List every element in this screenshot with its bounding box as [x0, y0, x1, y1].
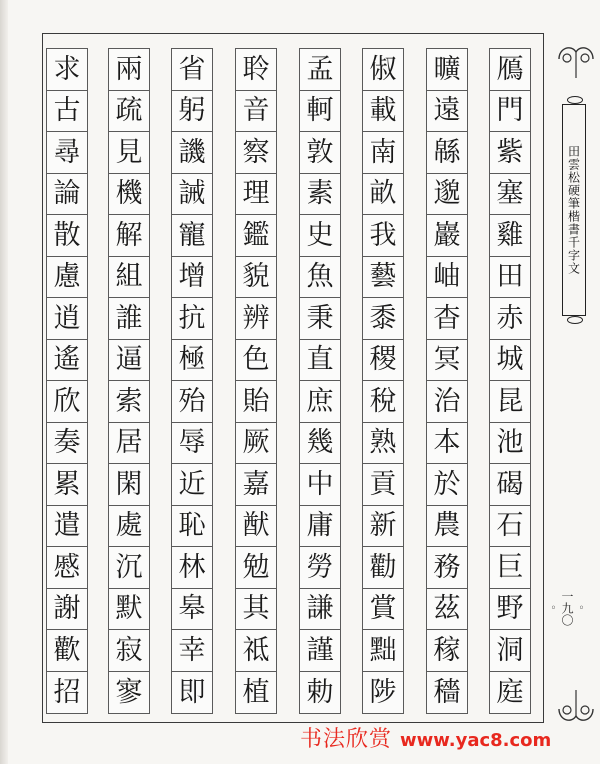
side-title-text: 田雲松硬筆楷書千字文 — [566, 145, 581, 275]
character-cell: 賞 — [363, 589, 403, 631]
character-cell: 歡 — [47, 630, 87, 672]
character-cell: 解 — [109, 215, 149, 257]
character-cell: 碣 — [490, 464, 530, 506]
character-cell: 理 — [236, 174, 276, 216]
character-cell: 門 — [490, 91, 530, 133]
character-cell: 藝 — [363, 257, 403, 299]
scroll-ornament-top-icon — [555, 38, 597, 80]
character-cell: 音 — [236, 91, 276, 133]
character-cell: 寥 — [115, 676, 143, 708]
character-cell: 逼 — [109, 340, 149, 382]
character-cell: 孟 — [300, 49, 340, 91]
character-cell: 中 — [300, 464, 340, 506]
character-cell: 城 — [490, 340, 530, 382]
character-cell: 譏 — [172, 132, 212, 174]
character-cell: 於 — [427, 464, 467, 506]
character-cell: 閑 — [109, 464, 149, 506]
character-cell: 增 — [172, 257, 212, 299]
watermark-url: www.yac8.com — [400, 730, 552, 751]
character-cell: 見 — [109, 132, 149, 174]
character-cell: 務 — [427, 547, 467, 589]
character-cell: 慼 — [47, 547, 87, 589]
character-cell: 陟 — [369, 676, 397, 708]
character-cell: 欣 — [47, 381, 87, 423]
character-cell: 赤 — [490, 298, 530, 340]
character-cell: 嘉 — [236, 464, 276, 506]
character-cell: 論 — [47, 174, 87, 216]
character-cell: 熟 — [363, 423, 403, 465]
text-column — [46, 48, 88, 714]
character-cell: 辱 — [172, 423, 212, 465]
character-cell: 黍 — [363, 298, 403, 340]
character-cell: 農 — [427, 506, 467, 548]
character-cell: 沉 — [109, 547, 149, 589]
character-cell: 勸 — [363, 547, 403, 589]
character-cell: 尋 — [47, 132, 87, 174]
character-cell: 招 — [53, 676, 81, 708]
character-cell: 石 — [490, 506, 530, 548]
character-cell: 緜 — [427, 132, 467, 174]
character-cell: 本 — [427, 423, 467, 465]
watermark-chinese: 书法欣赏 — [300, 727, 393, 752]
character-cell: 寂 — [109, 630, 149, 672]
character-cell: 庭 — [496, 676, 524, 708]
character-cell: 雞 — [490, 215, 530, 257]
character-cell: 洞 — [490, 630, 530, 672]
character-cell: 畝 — [363, 174, 403, 216]
character-cell: 素 — [300, 174, 340, 216]
character-cell: 池 — [490, 423, 530, 465]
character-cell: 躬 — [172, 91, 212, 133]
character-cell: 紫 — [490, 132, 530, 174]
character-cell: 散 — [47, 215, 87, 257]
character-cell: 猷 — [236, 506, 276, 548]
character-cell: 居 — [109, 423, 149, 465]
character-cell: 林 — [172, 547, 212, 589]
character-cell: 謹 — [300, 630, 340, 672]
character-cell: 殆 — [172, 381, 212, 423]
page-number — [560, 590, 587, 626]
character-cell: 鴈 — [490, 49, 530, 91]
character-cell: 昆 — [490, 381, 530, 423]
character-cell: 勉 — [236, 547, 276, 589]
character-cell: 岫 — [427, 257, 467, 299]
character-cell: 機 — [109, 174, 149, 216]
character-cell: 田 — [490, 257, 530, 299]
side-title-box — [562, 104, 586, 316]
character-cell: 新 — [363, 506, 403, 548]
character-cell: 寵 — [172, 215, 212, 257]
character-cell: 誡 — [172, 174, 212, 216]
character-cell: 直 — [300, 340, 340, 382]
text-column — [108, 48, 150, 714]
character-cell: 治 — [427, 381, 467, 423]
character-cell: 祗 — [236, 630, 276, 672]
character-cell: 貽 — [236, 381, 276, 423]
character-cell: 抗 — [172, 298, 212, 340]
character-cell: 古 — [47, 91, 87, 133]
character-cell: 黜 — [363, 630, 403, 672]
character-cell: 厥 — [236, 423, 276, 465]
character-cell: 茲 — [427, 589, 467, 631]
character-cell: 庸 — [300, 506, 340, 548]
character-cell: 我 — [363, 215, 403, 257]
character-cell: 庶 — [300, 381, 340, 423]
character-cell: 塞 — [490, 174, 530, 216]
character-cell: 皋 — [172, 589, 212, 631]
character-cell: 累 — [47, 464, 87, 506]
text-column — [489, 48, 531, 714]
character-cell: 逍 — [47, 298, 87, 340]
character-cell: 即 — [178, 676, 206, 708]
character-cell: 遠 — [427, 91, 467, 133]
character-cell: 勅 — [306, 676, 334, 708]
text-column — [171, 48, 213, 714]
character-cell: 植 — [242, 676, 270, 708]
character-cell: 杳 — [427, 298, 467, 340]
character-cell: 稅 — [363, 381, 403, 423]
character-cell: 俶 — [363, 49, 403, 91]
character-cell: 處 — [109, 506, 149, 548]
character-cell: 其 — [236, 589, 276, 631]
character-cell: 極 — [172, 340, 212, 382]
character-cell: 冥 — [427, 340, 467, 382]
character-cell: 載 — [363, 91, 403, 133]
text-column — [362, 48, 404, 714]
character-cell: 默 — [109, 589, 149, 631]
character-cell: 鑑 — [236, 215, 276, 257]
character-cell: 疏 — [109, 91, 149, 133]
character-cell: 求 — [47, 49, 87, 91]
character-cell: 恥 — [172, 506, 212, 548]
character-cell: 察 — [236, 132, 276, 174]
character-cell: 奏 — [47, 423, 87, 465]
character-cell: 幾 — [300, 423, 340, 465]
site-watermark — [300, 722, 552, 752]
character-cell: 勞 — [300, 547, 340, 589]
text-column — [426, 48, 468, 714]
character-cell: 稷 — [363, 340, 403, 382]
character-cell: 邈 — [427, 174, 467, 216]
character-cell: 軻 — [300, 91, 340, 133]
scroll-ornament-bottom-icon — [555, 688, 597, 730]
character-cell: 省 — [172, 49, 212, 91]
character-cell: 稼 — [427, 630, 467, 672]
character-cell: 敦 — [300, 132, 340, 174]
calligraphy-frame — [42, 33, 544, 723]
character-cell: 謝 — [47, 589, 87, 631]
character-cell: 巖 — [427, 215, 467, 257]
page-number-text: 一九〇 — [560, 590, 574, 626]
character-cell: 慮 — [47, 257, 87, 299]
character-cell: 野 — [490, 589, 530, 631]
character-cell: 貌 — [236, 257, 276, 299]
character-cell: 聆 — [236, 49, 276, 91]
character-cell: 色 — [236, 340, 276, 382]
character-cell: 遣 — [47, 506, 87, 548]
character-cell: 近 — [172, 464, 212, 506]
character-cell: 謙 — [300, 589, 340, 631]
page-spine — [0, 0, 8, 764]
character-cell: 組 — [109, 257, 149, 299]
character-cell: 索 — [109, 381, 149, 423]
character-cell: 秉 — [300, 298, 340, 340]
character-cell: 辨 — [236, 298, 276, 340]
text-column — [235, 48, 277, 714]
character-cell: 巨 — [490, 547, 530, 589]
character-cell: 遙 — [47, 340, 87, 382]
character-cell: 曠 — [427, 49, 467, 91]
character-cell: 史 — [300, 215, 340, 257]
character-cell: 魚 — [300, 257, 340, 299]
text-column — [299, 48, 341, 714]
character-cell: 幸 — [172, 630, 212, 672]
character-cell: 誰 — [109, 298, 149, 340]
character-cell: 兩 — [109, 49, 149, 91]
character-cell: 南 — [363, 132, 403, 174]
character-cell: 穡 — [433, 676, 461, 708]
character-cell: 貢 — [363, 464, 403, 506]
